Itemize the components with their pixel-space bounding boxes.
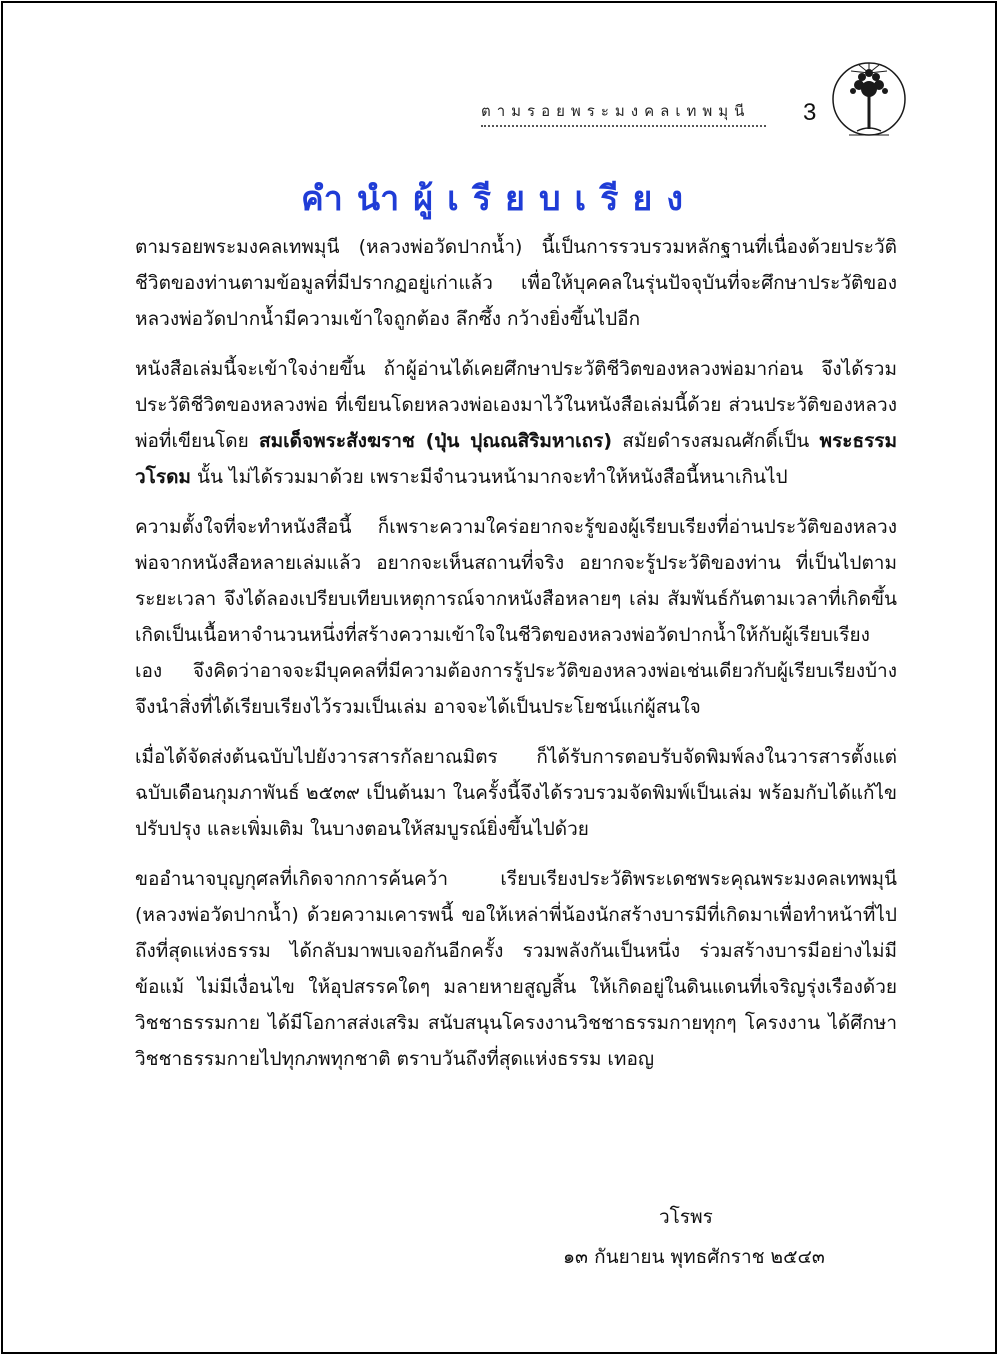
document-page bbox=[1, 1, 997, 1354]
paragraph-2-text-a: หนังสือเล่มนี้จะเข้าใจง่ายขึ้น ถ้าผู้อ่านได้เคยศึกษาประวัติชีวิตของหลวงพ่อมาก่อน จึงได้รวมประวัติชีวิตของหลวงพ่อ ที่เขียนโดยหลวงพ่อเองมาไว้ในหนังสือเล่มนี้ด้วย ส่วนประวัติของหลวงพ่อที่เขียนโดย bbox=[135, 358, 897, 452]
paragraph-5: ขออำนาจบุญกุศลที่เกิดจากการค้นคว้า เรียบเรียงประวัติพระเดชพระคุณพระมงคลเทพมุนี (หลวงพ่อวัดปากน้ำ) ด้วยความเคารพนี้ ขอให้เหล่าพี่น้องนักสร้างบารมีที่เกิดมาเพื่อทำหน้าที่ไปถึงที่สุดแห่งธรรม ได้กลับมาพบเจอกันอีกครั้ง รวมพลังกันเป็นหนึ่ง ร่วมสร้างบารมีอย่างไม่มีข้อแม้ ไม่มีเงื่อนไข ให้อุปสรรคใดๆ มลายหายสูญสิ้น ให้เกิดอยู่ในดินแดนที่เจริญรุ่งเรืองด้วยวิชชาธรรมกาย ได้มีโอกาสส่งเสริม สนับสนุนโครงงานวิชชาธรรมกายทุกๆ โครงงาน ได้ศึกษาวิชชาธรรมกายไปทุกภพทุกชาติ ตราบวันถึงที่สุดแห่งธรรม เทอญ bbox=[135, 868, 897, 1070]
page-title: คำนำผู้เรียบเรียง bbox=[301, 179, 697, 219]
page-number: 3 bbox=[803, 99, 817, 126]
signature-date: ๑๓ กันยายน พุทธศักราช ๒๕๔๓ bbox=[563, 1246, 825, 1268]
paragraph-3: ความตั้งใจที่จะทำหนังสือนี้ ก็เพราะความใคร่อยากจะรู้ของผู้เรียบเรียงที่อ่านประวัติของหลวงพ่อจากหนังสือหลายเล่มแล้ว อยากจะเห็นสถานที่จริง อยากจะรู้ประวัติของท่าน ที่เป็นไปตามระยะเวลา จึงได้ลองเปรียบเทียบเหตุการณ์จากหนังสือหลายๆ เล่ม สัมพันธ์กันตามเวลาที่เกิดขึ้น เกิดเป็นเนื้อหาจำนวนหนึ่งที่สร้างความเข้าใจในชีวิตของหลวงพ่อวัดปากน้ำให้กับผู้เรียบเรียงเอง จึงคิดว่าอาจจะมีบุคคลที่มีความต้องการรู้ประวัติของหลวงพ่อเช่นเดียวกับผู้เรียบเรียงบ้าง จึงนำสิ่งที่ได้เรียบเรียงไว้รวมเป็นเล่ม อาจจะได้เป็นประโยชน์แก่ผู้สนใจ bbox=[135, 516, 897, 718]
header-dotted-rule bbox=[481, 125, 766, 127]
running-header-title: ตามรอยพระมงคลเทพมุนี bbox=[481, 102, 751, 120]
paragraph-2-bold-patriarch: สมเด็จพระสังฆราช (ปุ่น ปุณณสิริมหาเถร) bbox=[259, 430, 613, 452]
paragraph-4: เมื่อได้จัดส่งต้นฉบับไปยังวารสารกัลยาณมิตร ก็ได้รับการตอบรับจัดพิมพ์ลงในวารสารตั้งแต่ฉบับเดือนกุมภาพันธ์ ๒๕๓๙ เป็นต้นมา ในครั้งนี้จึงได้รวบรวมจัดพิมพ์เป็นเล่ม พร้อมกับได้แก้ไข ปรับปรุง และเพิ่มเติม ในบางตอนให้สมบูรณ์ยิ่งขึ้นไปด้วย bbox=[135, 746, 897, 840]
paragraph-1: ตามรอยพระมงคลเทพมุนี (หลวงพ่อวัดปากน้ำ) นี้เป็นการรวบรวมหลักฐานที่เนื่องด้วยประวัติชีวิตของท่านตามข้อมูลที่มีปรากฏอยู่เก่าแล้ว เพื่อให้บุคคลในรุ่นปัจจุบันที่จะศึกษาประวัติของหลวงพ่อวัดปากน้ำมีความเข้าใจถูกต้อง ลึกซึ้ง กว้างยิ่งขึ้นไปอีก bbox=[135, 236, 897, 330]
paragraph-2-bold-title: พระธรรมวโรดม bbox=[135, 430, 898, 488]
signature-name: วโรพร bbox=[659, 1206, 713, 1228]
paragraph-2 bbox=[135, 351, 897, 495]
body-text bbox=[135, 229, 897, 1091]
paragraph-2-text-c: นั้น ไม่ได้รวมมาด้วย เพราะมีจำนวนหน้ามากจะทำให้หนังสือนี้หนาเกินไป bbox=[190, 466, 788, 488]
lotus-tree-logo-icon bbox=[829, 59, 909, 143]
paragraph-2-text-b: สมัยดำรงสมณศักดิ์เป็น bbox=[612, 430, 820, 452]
